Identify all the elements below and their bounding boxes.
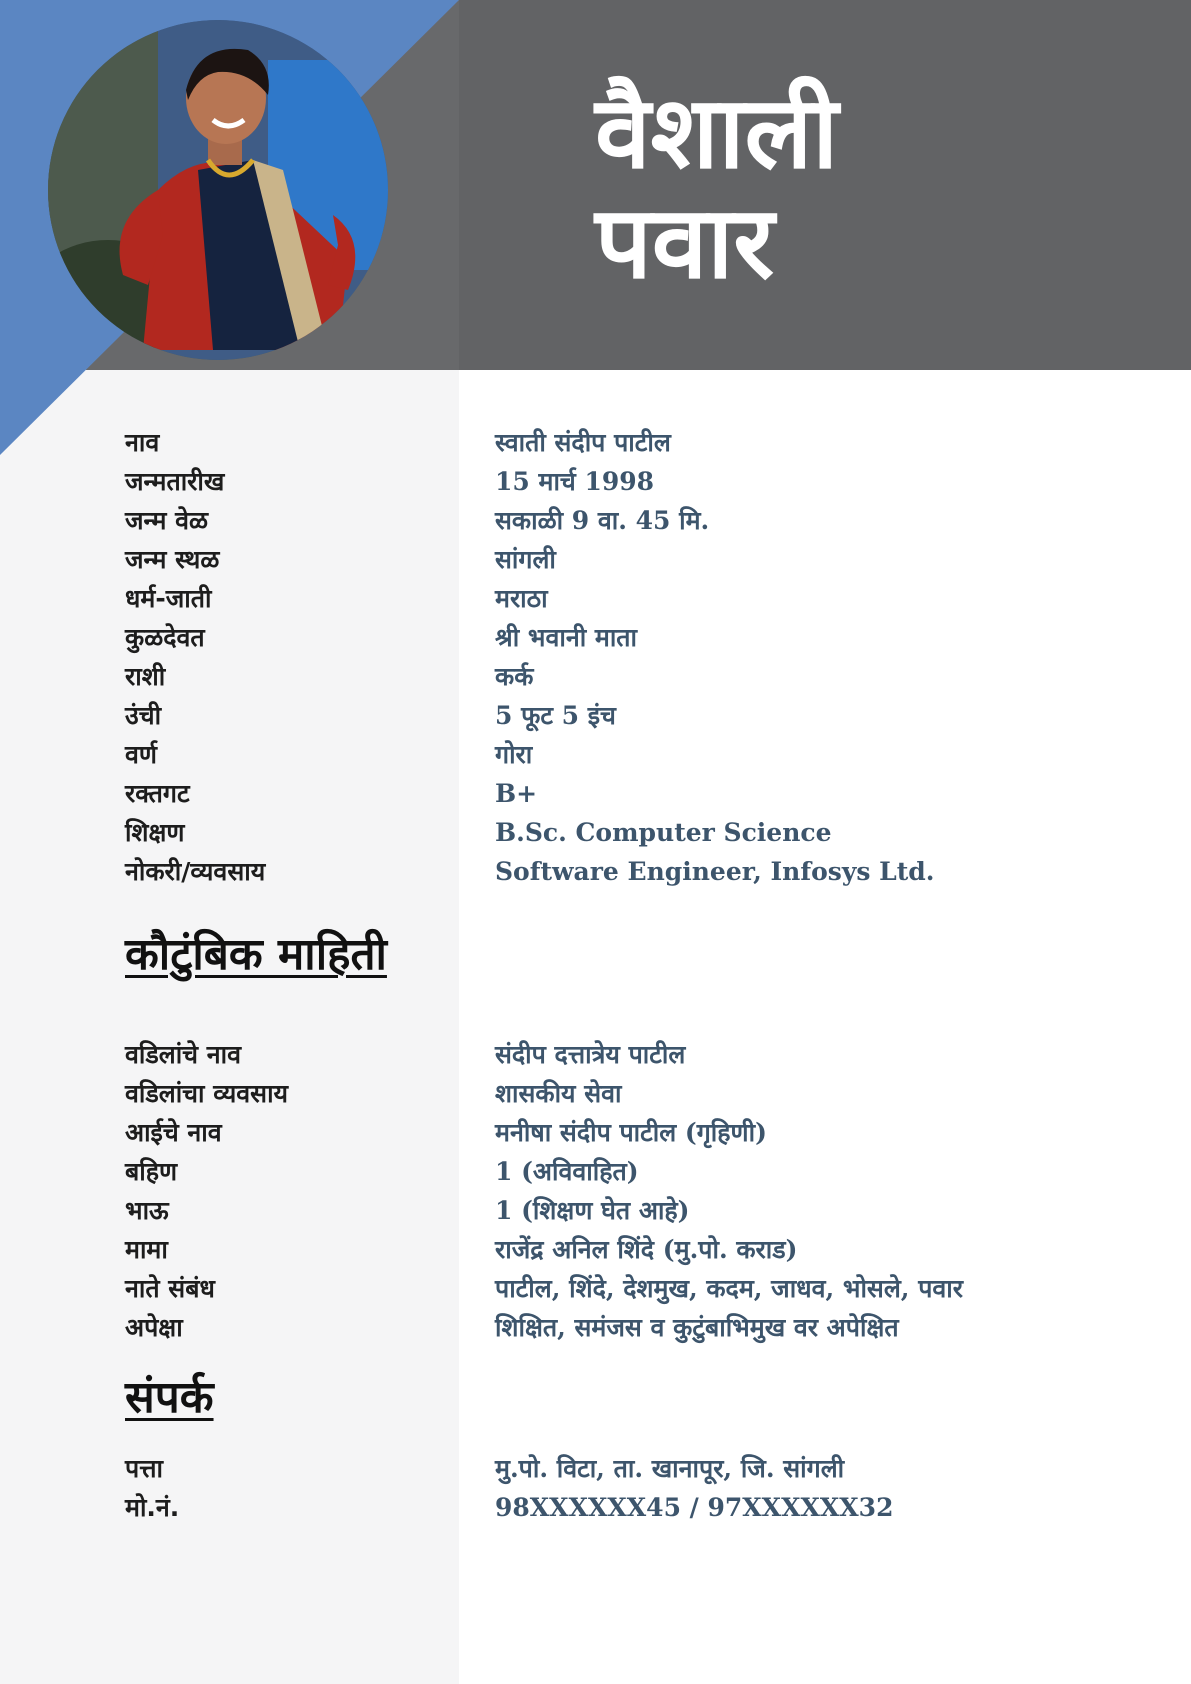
detail-row <box>0 735 1191 774</box>
detail-value: गोरा <box>495 740 533 769</box>
family-row <box>0 1113 1191 1152</box>
detail-row <box>0 813 1191 852</box>
profile-photo <box>48 20 388 360</box>
detail-value: B+ <box>495 779 538 808</box>
detail-row <box>0 618 1191 657</box>
family-row <box>0 1035 1191 1074</box>
family-value: 1 (शिक्षण घेत आहे) <box>495 1196 690 1225</box>
detail-value: Software Engineer, Infosys Ltd. <box>495 857 935 886</box>
address-value: मु.पो. विटा, ता. खानापूर, जि. सांगली <box>495 1454 845 1483</box>
family-value: संदीप दत्तात्रेय पाटील <box>495 1040 686 1069</box>
family-label: वडिलांचा व्यवसाय <box>125 1079 289 1108</box>
contact-row <box>0 1449 1191 1488</box>
family-row <box>0 1152 1191 1191</box>
family-value: शिक्षित, समंजस व कुटुंबाभिमुख वर अपेक्षित <box>495 1313 899 1342</box>
family-row <box>0 1269 1191 1308</box>
detail-label: कुळदेवत <box>125 623 205 652</box>
contact-row <box>0 1488 1191 1527</box>
detail-value: सकाळी 9 वा. 45 मि. <box>495 506 710 535</box>
family-value: 1 (अविवाहित) <box>495 1157 639 1186</box>
family-row <box>0 1308 1191 1347</box>
detail-row <box>0 657 1191 696</box>
detail-value: 15 मार्च 1998 <box>495 467 655 496</box>
detail-row <box>0 579 1191 618</box>
detail-label: जन्म वेळ <box>125 506 209 535</box>
detail-row <box>0 423 1191 462</box>
detail-label: शिक्षण <box>125 818 185 847</box>
detail-label: जन्म स्थळ <box>125 545 220 574</box>
detail-value: मराठा <box>495 584 548 613</box>
portrait-image <box>48 20 388 360</box>
detail-row <box>0 462 1191 501</box>
family-label: बहिण <box>125 1157 178 1186</box>
family-row <box>0 1191 1191 1230</box>
family-label: वडिलांचे नाव <box>125 1040 242 1069</box>
family-label: भाऊ <box>125 1196 169 1225</box>
detail-row <box>0 501 1191 540</box>
family-value: पाटील, शिंदे, देशमुख, कदम, जाधव, भोसले, पवार <box>495 1274 963 1303</box>
name-line-first: वैशाली <box>595 74 839 191</box>
detail-label: उंची <box>125 701 162 730</box>
detail-row <box>0 852 1191 891</box>
detail-row <box>0 696 1191 735</box>
family-label: नाते संबंध <box>125 1274 215 1303</box>
detail-value: 5 फूट 5 इंच <box>495 701 616 730</box>
phone-label: मो.नं. <box>125 1493 180 1522</box>
family-value: मनीषा संदीप पाटील (गृहिणी) <box>495 1118 767 1147</box>
family-value: राजेंद्र अनिल शिंदे (मु.पो. कराड) <box>495 1235 798 1264</box>
family-heading: कौटुंबिक माहिती <box>125 929 387 980</box>
detail-value: सांगली <box>495 545 556 574</box>
contact-heading: संपर्क <box>125 1372 214 1423</box>
name-line-last: पवार <box>595 184 775 301</box>
address-label: पत्ता <box>125 1454 163 1483</box>
detail-value: स्वाती संदीप पाटील <box>495 428 671 457</box>
detail-label: वर्ण <box>125 740 157 769</box>
family-label: मामा <box>125 1235 168 1264</box>
detail-label: धर्म-जाती <box>125 584 212 613</box>
family-row <box>0 1074 1191 1113</box>
detail-row <box>0 774 1191 813</box>
family-label: आईचे नाव <box>125 1118 222 1147</box>
detail-label: नोकरी/व्यवसाय <box>125 857 266 886</box>
family-row <box>0 1230 1191 1269</box>
phone-value: 98XXXXXX45 / 97XXXXXX32 <box>495 1493 894 1522</box>
detail-row <box>0 540 1191 579</box>
detail-value: श्री भवानी माता <box>495 623 638 652</box>
detail-label: नाव <box>125 428 160 457</box>
detail-label: राशी <box>125 662 166 691</box>
family-label: अपेक्षा <box>125 1313 183 1342</box>
detail-value: कर्क <box>495 662 534 691</box>
family-value: शासकीय सेवा <box>495 1079 622 1108</box>
name-title <box>595 74 1155 301</box>
detail-value: B.Sc. Computer Science <box>495 818 832 847</box>
detail-label: रक्तगट <box>125 779 190 808</box>
detail-label: जन्मतारीख <box>125 467 225 496</box>
